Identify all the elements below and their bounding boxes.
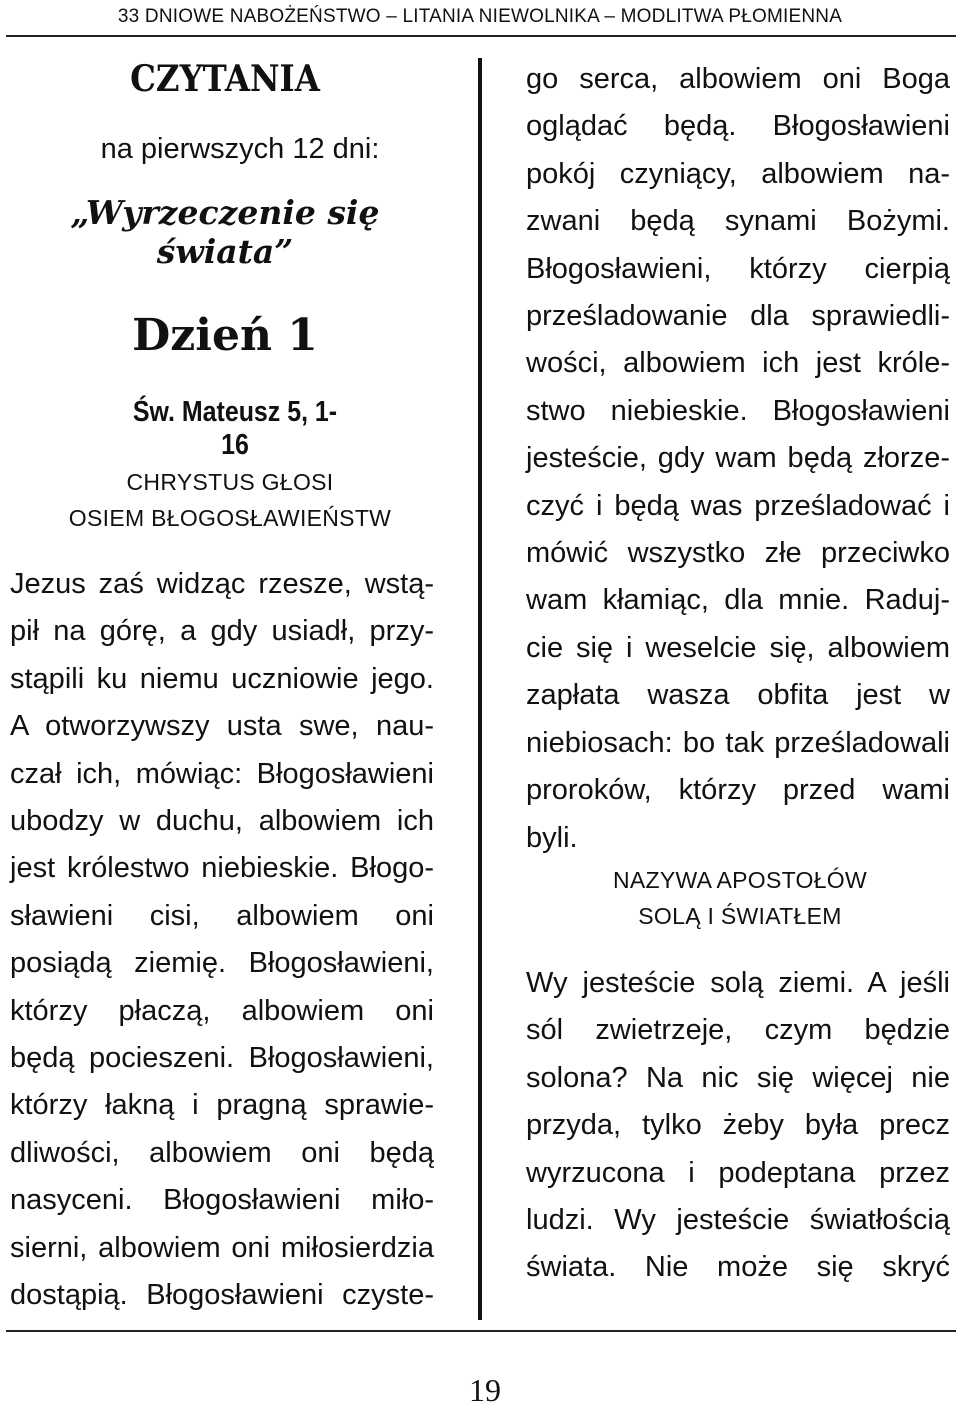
section-heading (10, 464, 450, 536)
section-title: CZYTANIA (130, 58, 320, 100)
text-line: Jezus zaś widząc rzesze, wstą- (10, 568, 434, 600)
text-line: niebiosach: bo tak prześladowali (526, 726, 950, 759)
text-line: stwo niebieskie. Błogosławieni (526, 394, 950, 427)
text-line: pokój czyniący, albowiem na- (526, 157, 950, 190)
column-divider (478, 58, 482, 1320)
left-body-text (10, 561, 434, 1320)
text-line: prześladowanie dla sprawiedli- (526, 300, 950, 333)
text-line: wyrzucona i podeptana przez (526, 1156, 950, 1189)
theme-title: „Wyrzeczenie się świata” (70, 193, 380, 271)
text-line: jesteście, gdy wam będą złorze- (526, 442, 950, 475)
footer-rule (6, 1330, 956, 1332)
text-line: którzy łakną i pragną sprawie- (10, 1089, 434, 1122)
section-heading-line-1: CHRYSTUS GŁOSI (126, 469, 334, 495)
scripture-reference: Św. Mateusz 5, 1-16 (132, 396, 338, 461)
text-line: mówić wszystko złe przeciwko (526, 537, 950, 570)
text-line: świata. Nie może się skryć (526, 1251, 950, 1284)
text-line: czyć i będą was prześladować i (526, 489, 950, 522)
text-line: przyda, tylko żeby była precz (526, 1109, 950, 1142)
text-line: wam kłamiąc, dla mnie. Raduj- (526, 584, 950, 617)
text-line: sierni, albowiem oni miłosierdzia (10, 1231, 434, 1264)
section-subtitle: na pierwszych 12 dni: (100, 133, 380, 165)
text-line: którzy płaczą, albowiem oni (10, 994, 434, 1027)
text-line: byli. (526, 821, 578, 854)
text-line: wości, albowiem ich jest króle- (526, 347, 950, 380)
day-title: Dzień 1 (132, 310, 318, 361)
text-line: zwani będą synami Bożymi. (526, 205, 950, 238)
text-line: nasyceni. Błogosławieni miło- (10, 1184, 434, 1217)
text-line: sławieni cisi, albowiem oni (10, 899, 434, 932)
text-line: czał ich, mówiąc: Błogosławieni (10, 757, 434, 790)
right-body-text (526, 56, 950, 862)
text-line: zapłata wasza obfita jest w (526, 679, 950, 712)
right-body-text-2 (526, 960, 950, 1292)
running-header: 33 DNIOWE NABOŻEŃSTWO – LITANIA NIEWOLNIKA – MODLITWA PŁOMIENNA (117, 6, 843, 27)
section-heading-right (520, 862, 960, 934)
text-line: dliwości, albowiem oni będą (10, 1136, 434, 1169)
text-line: ludzi. Wy jesteście światłością (526, 1204, 950, 1237)
text-line: proroków, którzy przed wami (526, 774, 950, 807)
section-heading-line-2: OSIEM BŁOGOSŁAWIEŃSTW (68, 505, 392, 531)
text-line: pił na górę, a gdy usiadł, przy- (10, 615, 434, 648)
section-heading-right-line-2: SOLĄ I ŚWIATŁEM (638, 903, 842, 929)
text-line: będą pocieszeni. Błogosławieni, (10, 1042, 434, 1075)
text-line: oglądać będą. Błogosławieni (526, 110, 950, 143)
text-line: posiądą ziemię. Błogosławieni, (10, 947, 434, 980)
text-line: solona? Na nic się więcej nie (526, 1061, 950, 1094)
text-line: sól zwietrzeje, czym będzie (526, 1014, 950, 1047)
text-line: A otworzywszy usta swe, nau- (10, 710, 434, 743)
text-line: Wy jesteście solą ziemi. A jeśli (526, 967, 950, 999)
header-rule (6, 35, 956, 37)
page-number: 19 (469, 1372, 501, 1408)
text-line: go serca, albowiem oni Boga (526, 63, 950, 95)
text-line: ubodzy w duchu, albowiem ich (10, 805, 434, 838)
text-line: cie się i weselcie się, albowiem (526, 631, 950, 664)
section-heading-right-line-1: NAZYWA APOSTOŁÓW (612, 867, 867, 893)
text-line: stąpili ku niemu uczniowie jego. (10, 662, 434, 695)
text-line: dostąpią. Błogosławieni czyste- (10, 1279, 434, 1312)
text-line: jest królestwo niebieskie. Błogo- (10, 852, 434, 885)
text-line: Błogosławieni, którzy cierpią (526, 252, 950, 285)
